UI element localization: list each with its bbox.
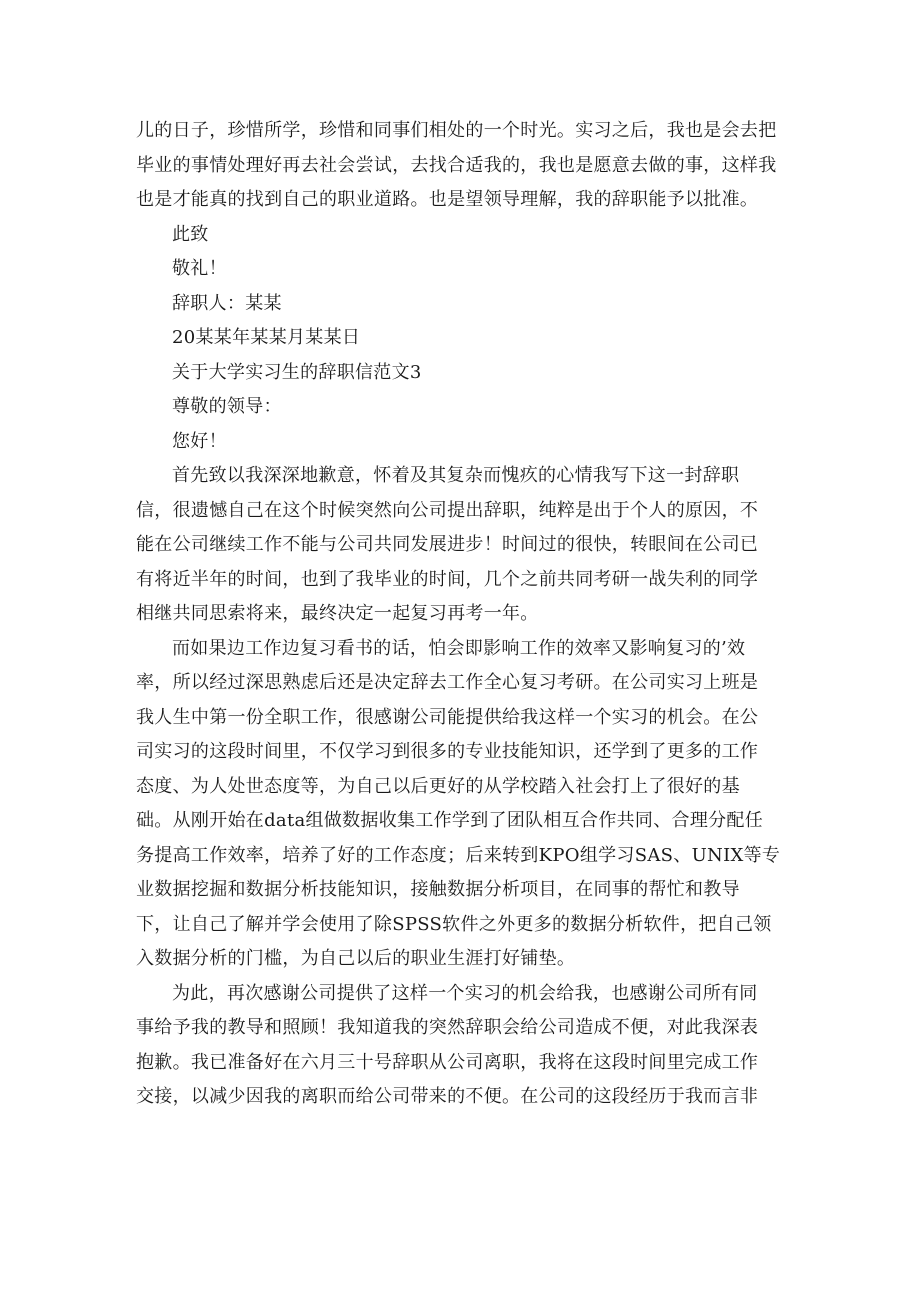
text-line: 首先致以我深深地歉意，怀着及其复杂而愧疚的心情我写下这一封辞职 xyxy=(172,465,740,486)
text-line: 而如果边工作边复习看书的话，怕会即影响工作的效率又影响复习的’效 xyxy=(172,637,746,659)
text-line: 础。从刚开始在data组做数据收集工作学到了团队相互合作共同、合理分配任 xyxy=(136,810,764,831)
text-line: 毕业的事情处理好再去社会尝试，去找合适我的，我也是愿意去做的事，这样我 xyxy=(136,154,777,176)
document-body xyxy=(136,114,786,1115)
text-line: 率，所以经过深思熟虑后还是决定辞去工作全心复习考研。在公司实习上班是 xyxy=(136,672,759,693)
date-line: 20某某年某某月某某日 xyxy=(172,327,361,348)
text-line: 我人生中第一份全职工作，很感谢公司能提供给我这样一个实习的机会。在公 xyxy=(136,706,759,728)
text-line: 能在公司继续工作不能与公司共同发展进步！时间过的很快，转眼间在公司已 xyxy=(136,534,759,555)
text-line: 务提高工作效率，培养了好的工作态度；后来转到KPO组学习SAS、UNIX等专 xyxy=(136,844,781,866)
greeting-recipient: 尊敬的领导： xyxy=(172,396,282,417)
text-line: 也是才能真的找到自己的职业道路。也是望领导理解，我的辞职能予以批准。 xyxy=(136,189,759,210)
text-line: 入数据分析的门槛，为自己以后的职业生涯打好铺垫。 xyxy=(136,948,576,969)
text-line: 为此，再次感谢公司提供了这样一个实习的机会给我，也感谢公司所有同 xyxy=(172,982,758,1004)
text-line: 事给予我的教导和照顾！我知道我的突然辞职会给公司造成不便，对此我深表 xyxy=(136,1017,759,1038)
text-line: 下，让自己了解并学会使用了除SPSS软件之外更多的数据分析软件，把自己领 xyxy=(136,913,772,935)
section-title: 关于大学实习生的辞职信范文3 xyxy=(172,361,422,383)
closing-regards: 敬礼！ xyxy=(172,258,227,279)
text-line: 相继共同思索将来，最终决定一起复习再考一年。 xyxy=(136,603,539,624)
text-line: 司实习的这段时间里，不仅学习到很多的专业技能知识，还学到了更多的工作 xyxy=(136,741,759,762)
text-line: 儿的日子，珍惜所学，珍惜和同事们相处的一个时光。实习之后，我也是会去把 xyxy=(136,120,777,141)
text-line: 有将近半年的时间，也到了我毕业的时间，几个之前共同考研一战失利的同学 xyxy=(136,568,759,590)
closing-salutation: 此致 xyxy=(172,223,209,245)
text-line: 业数据挖掘和数据分析技能知识，接触数据分析项目，在同事的帮忙和教导 xyxy=(136,879,740,900)
text-line: 抱歉。我已准备好在六月三十号辞职从公司离职，我将在这段时间里完成工作 xyxy=(136,1051,759,1073)
text-line: 信，很遗憾自己在这个时候突然向公司提出辞职，纯粹是出于个人的原因，不 xyxy=(136,499,759,521)
text-line: 交接，以减少因我的离职而给公司带来的不便。在公司的这段经历于我而言非 xyxy=(136,1086,759,1107)
text-line: 态度、为人处世态度等，为自己以后更好的从学校踏入社会打上了很好的基 xyxy=(136,775,740,797)
greeting-hello: 您好！ xyxy=(172,430,227,452)
signature-line: 辞职人：某某 xyxy=(172,292,282,314)
